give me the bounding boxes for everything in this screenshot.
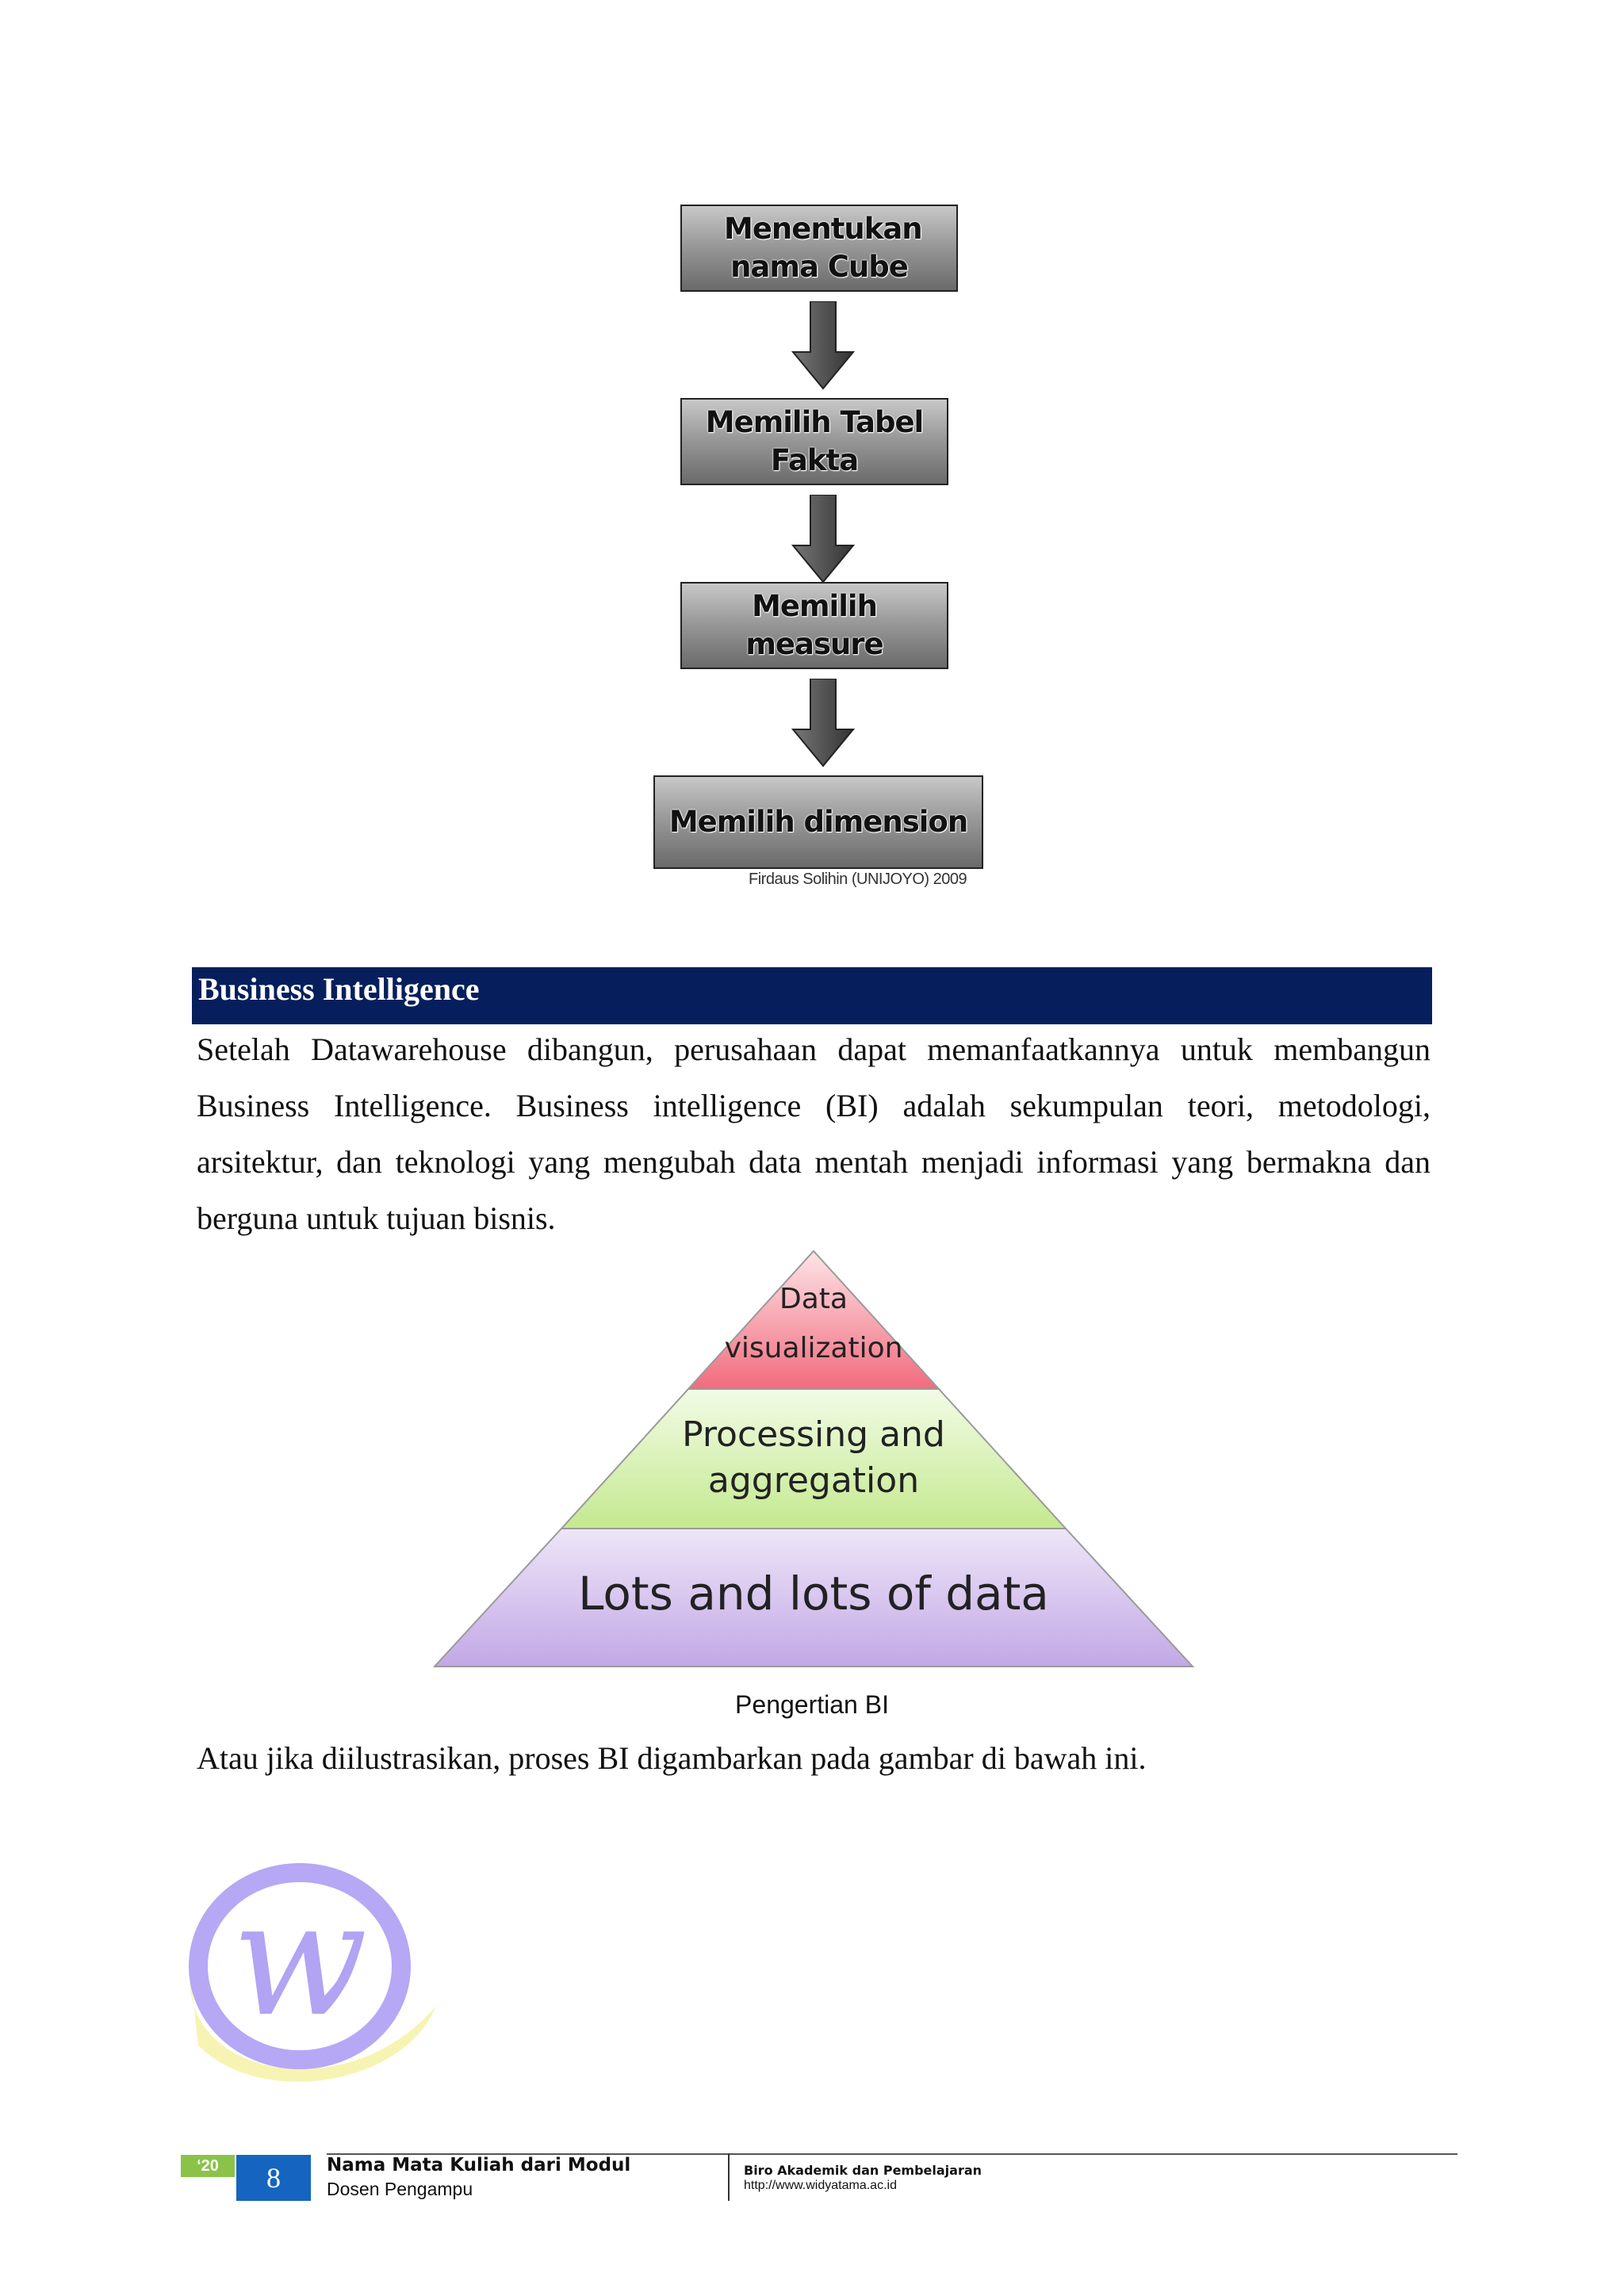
flow-arrow-down-icon: [791, 679, 855, 767]
flow-step-tabel-fakta: [680, 398, 948, 485]
footer-page-number: 8: [236, 2155, 311, 2201]
pyramid-top-line2: visualization: [724, 1332, 903, 1364]
body-paragraph: Setelah Datawarehouse dibangun, perusahaan dapat memanfaatkannya untuk membangun Business Intelligence. Business intelligence (BI) adalah sekumpulan teori, metodologi, arsitektur, dan teknologi yang mengubah data mentah menjadi informasi yang bermakna dan berguna untuk tujuan bisnis.: [197, 1031, 1431, 1236]
body-paragraph-2: Atau jika diilustrasikan, proses BI digambarkan pada gambar di bawah ini.: [197, 1740, 1147, 1776]
pyramid-top-line1: Data: [779, 1283, 848, 1315]
flow-step-label: Memilih measure: [745, 589, 883, 661]
pyramid-bottom-label: Lots and lots of data: [578, 1567, 1049, 1621]
footer-office: Biro Akademik dan Pembelajaran: [744, 2163, 982, 2178]
pyramid-level-top: [688, 1251, 939, 1389]
logo-letter: w: [232, 1867, 368, 2052]
section-heading: Business Intelligence: [192, 967, 1432, 1024]
flow-step-label: Memilih Tabel Fakta: [705, 405, 924, 477]
bi-pyramid-diagram: [428, 1245, 1205, 1677]
flow-arrow-down-icon: [791, 495, 855, 584]
flow-step-measure: [680, 582, 948, 669]
flow-step-dimension: [653, 775, 983, 869]
footer-lecturer: Dosen Pengampu: [327, 2179, 473, 2199]
footer-url: http://www.widyatama.ac.id: [744, 2179, 897, 2192]
pyramid-middle-line1: Processing and: [682, 1414, 945, 1455]
pyramid-middle-line2: aggregation: [707, 1460, 920, 1501]
footer-year-badge: ‘20: [181, 2155, 235, 2177]
footer-divider: [728, 2153, 730, 2201]
flowchart-credit: Firdaus Solihin (UNIJOYO) 2009: [749, 871, 967, 888]
flow-step-label: Memilih dimension: [668, 805, 968, 839]
flow-arrow-down-icon: [791, 301, 855, 390]
figure-caption: Pengertian BI: [735, 1690, 889, 1719]
flow-step-label: Menentukan nama Cube: [724, 212, 922, 284]
widyatama-logo-icon: [167, 1847, 452, 2117]
flow-step-menentukan-cube: [680, 205, 958, 292]
footer-course-title: Nama Mata Kuliah dari Modul: [327, 2155, 631, 2175]
pyramid-level-middle: [561, 1389, 1066, 1529]
